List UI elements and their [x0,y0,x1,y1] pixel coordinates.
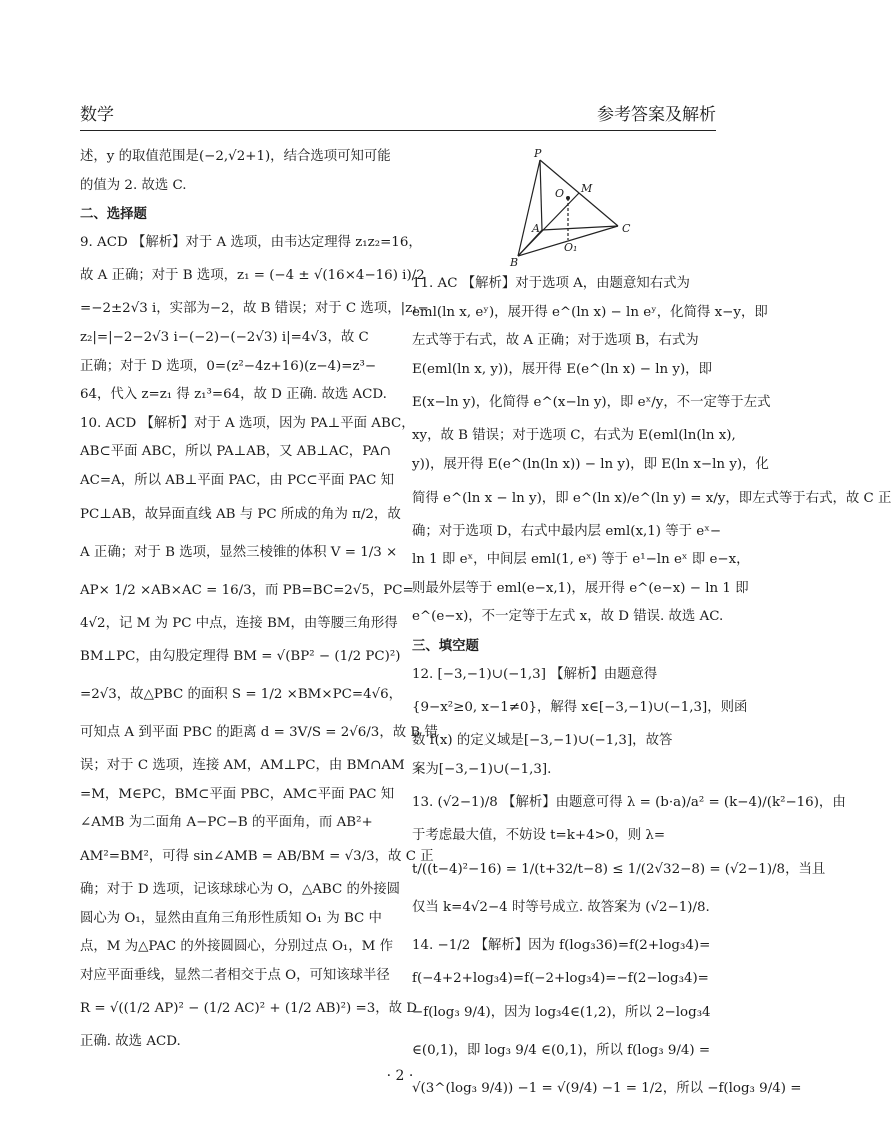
text-line: BM⊥PC，由勾股定理得 BM = √(BP² − (1/2 PC)²) [80,649,401,665]
header-section: 参考答案及解析 [597,105,716,125]
page-number: · 2 · [386,1068,414,1084]
label-m: M [581,182,593,195]
text-line: 9. ACD 【解析】对于 A 选项，由韦达定理得 z₁z₂=16， [80,234,422,250]
text-line: =−2±2√3 i，实部为−2，故 B 错误；对于 C 选项，|z₁− [80,301,429,317]
text-line: E(x−ln y)，化简得 e^(x−ln y)，即 eˣ/y，不一定等于左式 [412,395,771,411]
text-line: A 正确；对于 B 选项，显然三棱锥的体积 V = 1/3 × [80,544,398,560]
text-line: t/((t−4)²−16) = 1/(t+32/t−8) ≤ 1/(2√32−8) = (√2−1)/8，当且 [412,861,826,877]
text-line: xy，故 B 错误；对于选项 C，右式为 E(eml(ln(ln x), [412,428,736,444]
label-c: C [622,222,631,235]
text-line: AM²=BM²，可得 sin∠AMB = AB/BM = √3/3，故 C 正 [80,848,434,864]
text-line: y))，展开得 E(e^(ln(ln x)) − ln y)，即 E(ln x−ln y)，化 [412,456,769,472]
text-line: AB⊂平面 ABC，所以 PA⊥AB，又 AB⊥AC，PA∩ [80,444,391,460]
text-line: 简得 e^(ln x − ln y)，即 e^(ln x)/e^(ln y) = x/y，即左式等于右式，故 C 正 [412,490,891,506]
text-line: 可知点 A 到平面 PBC 的距离 d = 3V/S = 2√6/3，故 B 错 [80,725,438,741]
text-line: 正确. 故选 ACD. [80,1034,181,1050]
text-line: 13. (√2−1)/8 【解析】由题意可得 λ = (b·a)/a² = (k−4)/(k²−16)，由 [412,795,846,811]
right-column [412,270,891,1108]
point-o [566,196,570,200]
text-line: −f(log₃ 9/4)，因为 log₃4∈(1,2)，所以 2−log₃4 [412,1004,711,1020]
text-line: 10. ACD 【解析】对于 A 选项，因为 PA⊥平面 ABC， [80,415,415,431]
label-p: P [534,147,542,160]
text-line: √(3^(log₃ 9/4)) −1 = √(9/4) −1 = 1/2，所以 −f(log₃ 9/4) = [412,1080,802,1096]
edge-pb [518,160,540,256]
text-line: 对应平面垂线，显然二者相交于点 O，可知该球半径 [80,967,390,983]
left-column [80,143,438,1057]
text-line: 点，M 为△PAC 的外接圆圆心，分别过点 O₁，M 作 [80,939,394,955]
text-line: 左式等于右式，故 A 正确；对于选项 B，右式为 [412,333,699,349]
text-line: =M，M∈PC，BM⊂平面 PBC，AM⊂平面 PAC 知 [80,786,395,802]
text-line: eml(ln x, eʸ)，展开得 e^(ln x) − ln eʸ，化简得 x−y，即 [412,304,768,320]
text-line: E(eml(ln x, y))，展开得 E(e^(ln x) − ln y)，即 [412,361,712,377]
text-line: 正确；对于 D 选项，0=(z²−4z+16)(z−4)=z³− [80,358,377,374]
text-line: 圆心为 O₁，显然由直角三角形性质知 O₁ 为 BC 中 [80,910,382,926]
text-line: 述，y 的取值范围是(−2,√2+1)，结合选项可知可能 [80,149,391,164]
edge-pa [540,160,542,230]
text-line: AP× 1/2 ×AB×AC = 16/3，而 PB=BC=2√5，PC= [80,582,414,598]
text-line: 故 A 正确；对于 B 选项，z₁ = (−4 ± √(16×4−16) i)/2 [80,268,425,284]
label-o: O [555,187,565,200]
text-line: 的值为 2. 故选 C. [80,177,187,193]
text-line: 11. AC 【解析】对于选项 A，由题意知右式为 [412,276,690,291]
text-line: 12. [−3,−1)∪(−1,3] 【解析】由题意得 [412,666,658,682]
text-line: 64，代入 z=z₁ 得 z₁³=64，故 D 正确. 故选 ACD. [80,387,387,403]
text-line: 案为[−3,−1)∪(−1,3]. [412,761,552,777]
text-line: 14. −1/2 【解析】因为 f(log₃36)=f(2+log₃4)= [412,937,711,953]
label-o1: O₁ [564,241,578,254]
section-heading: 三、填空题 [412,637,479,654]
text-line: f(−4+2+log₃4)=f(−2+log₃4)=−f(2−log₃4)= [412,970,709,986]
text-line: 仅当 k=4√2−4 时等号成立. 故答案为 (√2−1)/8. [412,899,710,915]
text-line: 则最外层等于 eml(e−x,1)，展开得 e^(e−x) − ln 1 即 [412,580,749,596]
text-line: =2√3，故△PBC 的面积 S = 1/2 ×BM×PC=4√6， [80,687,403,703]
text-line: R = √((1/2 AP)² − (1/2 AC)² + (1/2 AB)²) =3，故 D [80,1001,418,1017]
text-line: z₂|=|−2−2√3 i−(−2)−(−2√3) i|=4√3，故 C [80,329,369,345]
text-line: 确；对于选项 D，右式中最内层 eml(x,1) 等于 eˣ− [412,523,722,539]
text-line: ln 1 即 eˣ，中间层 eml(1, eˣ) 等于 e¹−ln eˣ 即 e−x， [412,552,750,568]
text-line: 数 f(x) 的定义域是[−3,−1)∪(−1,3]，故答 [412,733,673,749]
label-a: A [532,222,540,235]
text-line: 于考虑最大值，不妨设 t=k+4>0，则 λ= [412,828,666,844]
text-line: AC=A，所以 AB⊥平面 PAC，由 PC⊂平面 PAC 知 [80,472,394,488]
text-line: {9−x²≥0, x−1≠0}，解得 x∈[−3,−1)∪(−1,3]，则函 [412,700,748,716]
text-line: PC⊥AB，故异面直线 AB 与 PC 所成的角为 π/2，故 [80,506,401,522]
text-line: ∠AMB 为二面角 A−PC−B 的平面角，而 AB²+ [80,815,373,831]
text-line: ∈(0,1)，即 log₃ 9/4 ∈(0,1)，所以 f(log₃ 9/4) = [412,1042,711,1058]
text-line: 误；对于 C 选项，连接 AM，AM⊥PC，由 BM∩AM [80,758,405,774]
section-heading: 二、选择题 [80,206,147,223]
text-line: e^(e−x)，不一定等于左式 x，故 D 错误. 故选 AC. [412,609,724,625]
header-subject: 数学 [80,105,114,125]
header-rule [80,130,716,131]
text-line: 4√2，记 M 为 PC 中点，连接 BM，由等腰三角形得 [80,615,398,631]
tetrahedron-figure [500,148,640,268]
label-b: B [510,256,519,269]
text-line: 确；对于 D 选项，记该球球心为 O，△ABC 的外接圆 [80,881,401,897]
